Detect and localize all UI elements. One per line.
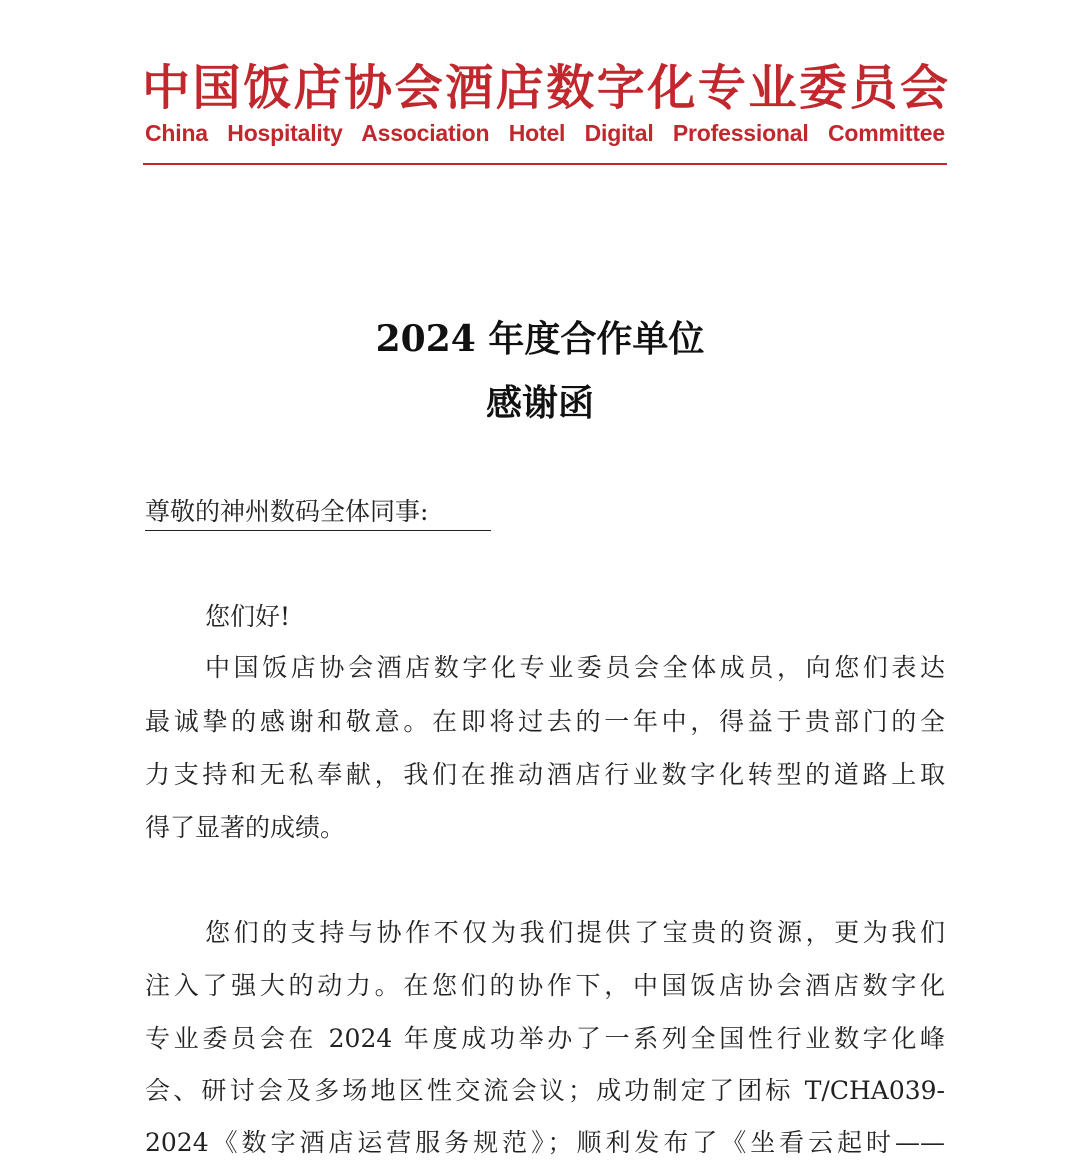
paragraph-line: 力支持和无私奉献，我们在推动酒店行业数字化转型的道路上取 <box>145 760 945 789</box>
paragraph-line: 中国饭店协会酒店数字化专业委员会全体成员，向您们表达 <box>205 653 945 682</box>
paragraph-line: 2024《数字酒店运营服务规范》；顺利发布了《坐看云起时—— <box>145 1128 945 1157</box>
letterhead-divider <box>143 163 947 165</box>
document-title: 2024 年度合作单位 <box>375 318 705 360</box>
paragraph-line: 最诚挚的感谢和敬意。在即将过去的一年中，得益于贵部门的全 <box>145 707 945 736</box>
letterhead-org-name-cn: 中国饭店协会酒店数字化专业委员会 <box>142 60 948 116</box>
paragraph-line: 会、研讨会及多场地区性交流会议；成功制定了团标 T/CHA039- <box>145 1076 945 1105</box>
paragraph-line: 注入了强大的动力。在您们的协作下，中国饭店协会酒店数字化 <box>145 971 945 1000</box>
letterhead-org-name-en: China Hospitality Association Hotel Digital Professional Committee <box>145 120 945 146</box>
paragraph-line: 得了显著的成绩。 <box>145 813 346 842</box>
greeting: 您们好! <box>205 602 291 631</box>
paragraph-line: 您们的支持与协作不仅为我们提供了宝贵的资源，更为我们 <box>205 918 945 947</box>
salutation: 尊敬的神州数码全体同事: <box>145 494 491 531</box>
document-subtitle: 感谢函 <box>485 382 594 424</box>
paragraph-line: 专业委员会在 2024 年度成功举办了一系列全国性行业数字化峰 <box>145 1024 945 1053</box>
